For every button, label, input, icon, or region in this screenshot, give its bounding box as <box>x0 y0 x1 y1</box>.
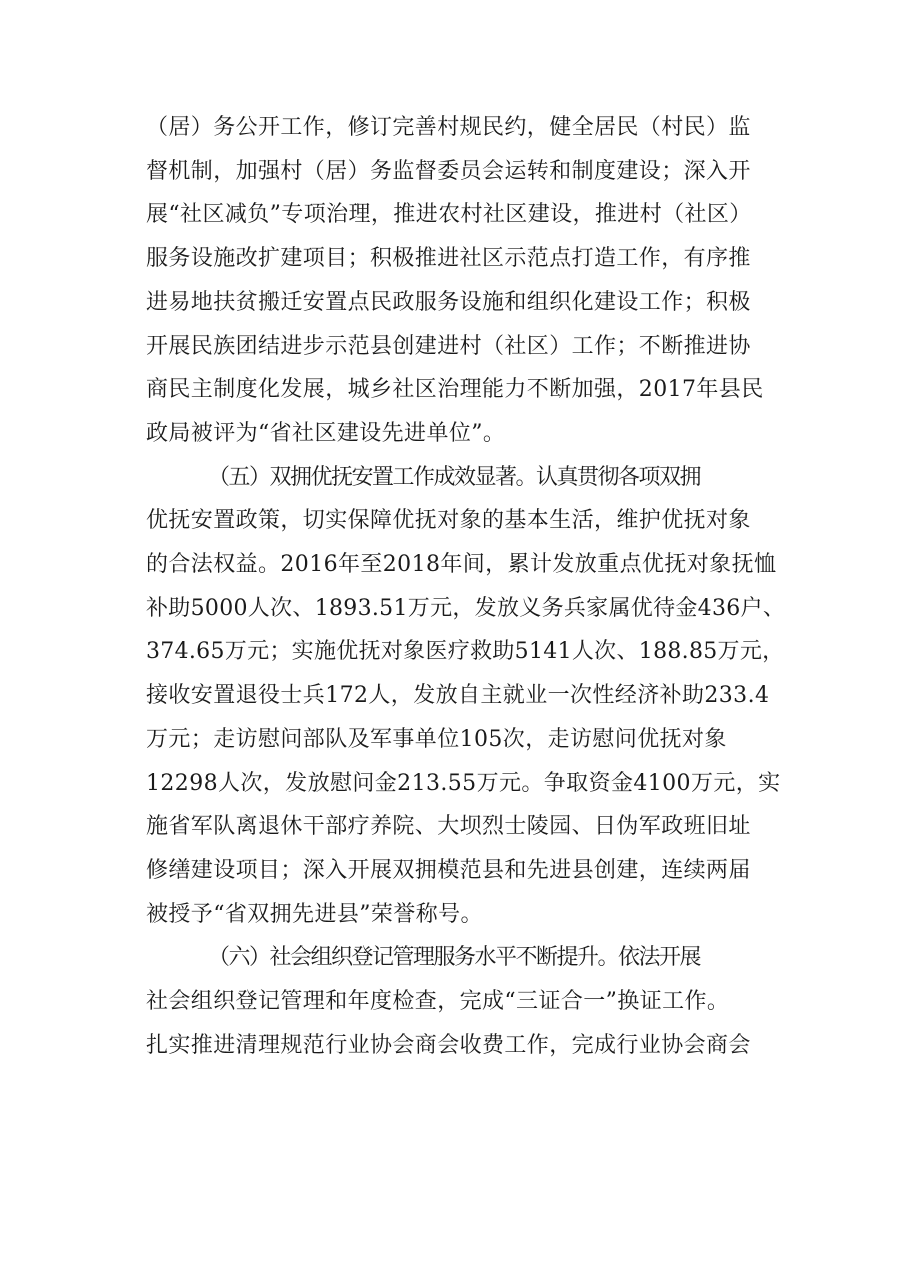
text-line: 进易地扶贫搬迁安置点民政服务设施和组织化建设工作；积极 <box>146 289 751 315</box>
text-line: 展“社区减负”专项治理，推进农村社区建设，推进村（社区） <box>146 202 752 228</box>
text-line: 社会组织登记管理和年度检查，完成“三证合一”换证工作。 <box>146 989 730 1015</box>
text-line: 接收安置退役士兵172人，发放自主就业一次性经济补助233.4 <box>146 683 770 709</box>
text-line: 督机制，加强村（居）务监督委员会运转和制度建设；深入开 <box>146 158 751 184</box>
section-heading-line: （五）双拥优抚安置工作成效显著。认真贯彻各项双拥 <box>208 464 701 490</box>
text-line: 开展民族团结进步示范县创建进村（社区）工作；不断推进协 <box>146 333 751 359</box>
text-line: 服务设施改扩建项目；积极推进社区示范点打造工作，有序推 <box>146 246 751 272</box>
text-line: 商民主制度化发展，城乡社区治理能力不断加强，2017年县民 <box>146 377 764 403</box>
text-line: （居）务公开工作，修订完善村规民约，健全居民（村民）监 <box>146 115 751 140</box>
paragraph-community-governance <box>146 106 786 456</box>
text-line: 374.65万元；实施优抚对象医疗救助5141人次、188.85万元， <box>146 639 785 665</box>
text-line: 补助5000人次、1893.51万元，发放义务兵家属优待金436户、 <box>146 595 786 621</box>
text-line: 施省军队离退休干部疗养院、大坝烈士陵园、日伪军政班旧址 <box>146 814 751 840</box>
text-line: 万元；走访慰问部队及军事单位105次，走访慰问优抚对象 <box>146 726 727 752</box>
document-body <box>146 106 786 1067</box>
text-line: 的合法权益。2016年至2018年间，累计发放重点优抚对象抚恤 <box>146 552 777 578</box>
text-line: 被授予“省双拥先进县”荣誉称号。 <box>146 901 483 927</box>
text-line: 优抚安置政策，切实保障优抚对象的基本生活，维护优抚对象 <box>146 508 751 534</box>
text-line: 12298人次，发放慰问金213.55万元。争取资金4100万元，实 <box>146 770 781 796</box>
text-line: 修缮建设项目；深入开展双拥模范县和先进县创建，连续两届 <box>146 857 751 883</box>
paragraph-section-6 <box>146 936 786 1067</box>
paragraph-section-5 <box>146 456 786 937</box>
section-heading-line: （六）社会组织登记管理服务水平不断提升。依法开展 <box>208 945 701 971</box>
text-line: 扎实推进清理规范行业协会商会收费工作，完成行业协会商会 <box>146 1032 751 1058</box>
text-line: 政局被评为“省社区建设先进单位”。 <box>146 420 506 446</box>
